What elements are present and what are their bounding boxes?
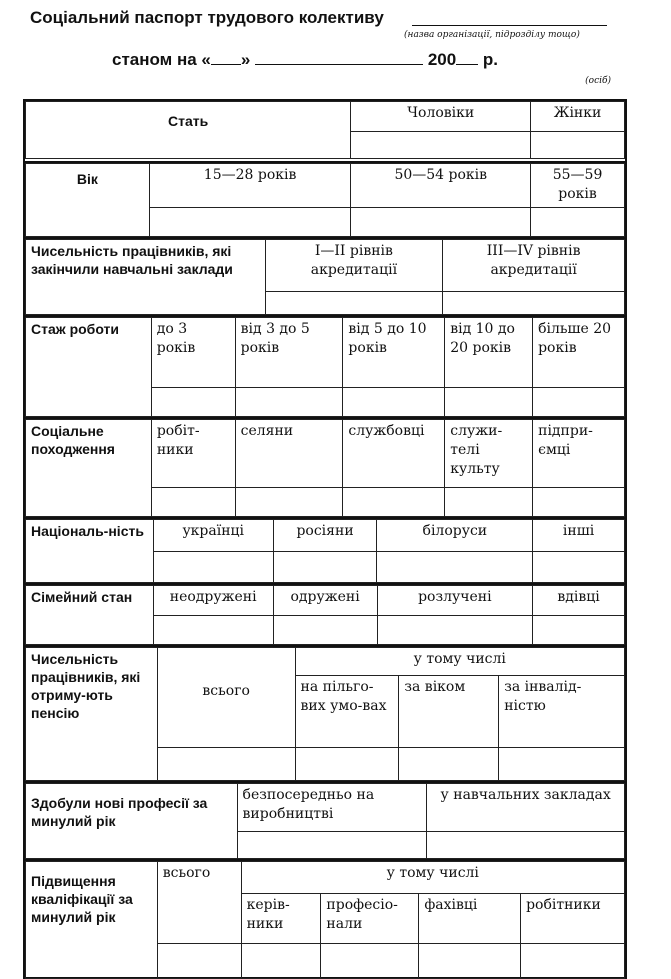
pension-label: Чисельність працівників, які отриму-ють пенсію: [26, 648, 158, 781]
sex-label: Стать: [26, 102, 351, 159]
experience-col-5: більше 20 років: [533, 318, 625, 388]
origin-value-5[interactable]: [533, 488, 625, 517]
pension-value-2[interactable]: [399, 748, 499, 781]
section-family: [25, 583, 625, 645]
section-new-professions: [25, 781, 625, 859]
qualification-col-managers: керів-ники: [241, 894, 321, 944]
family-value-4[interactable]: [533, 616, 625, 645]
section-qualification: [25, 859, 625, 979]
qualification-label: Підвищення кваліфікації за минулий рік: [26, 862, 158, 979]
sex-women-value[interactable]: [531, 132, 625, 159]
age-col-15-28: 15—28 років: [149, 164, 351, 208]
new-prof-value-1[interactable]: [237, 832, 427, 859]
origin-col-peasants: селяни: [235, 420, 343, 488]
age-col-55-59: 55—59 років: [531, 164, 625, 208]
family-col-married: одружені: [273, 586, 377, 616]
origin-col-clergy: служи-телі культу: [445, 420, 533, 488]
education-col-3-4: III—IV рівнів акредитації: [443, 240, 625, 292]
family-value-1[interactable]: [153, 616, 273, 645]
experience-label: Стаж роботи: [26, 318, 152, 417]
origin-col-entrepreneurs: підпри-ємці: [533, 420, 625, 488]
section-nationality: [25, 517, 625, 583]
pension-col-age: за віком: [399, 676, 499, 748]
year-blank[interactable]: [456, 50, 478, 65]
family-label: Сімейний стан: [26, 586, 154, 645]
document-title: Соціальний паспорт трудового колективу: [30, 8, 384, 27]
section-pension: [25, 645, 625, 781]
nationality-col-others: інші: [533, 520, 625, 552]
nationality-value-2[interactable]: [273, 552, 377, 583]
family-value-2[interactable]: [273, 616, 377, 645]
new-prof-col-production: безпосередньо на виробництві: [237, 784, 427, 832]
sex-col-men: Чоловіки: [351, 102, 531, 132]
section-experience: [25, 315, 625, 417]
date-mid: »: [240, 50, 251, 69]
nationality-value-3[interactable]: [377, 552, 533, 583]
pension-including: у тому числі: [295, 648, 624, 676]
qualification-value-3[interactable]: [419, 944, 521, 979]
sex-men-value[interactable]: [351, 132, 531, 159]
organization-name-line[interactable]: [412, 25, 607, 26]
month-blank[interactable]: [255, 50, 423, 65]
origin-value-4[interactable]: [445, 488, 533, 517]
organization-note: (назва організації, підрозділу тощо): [404, 30, 580, 40]
family-value-3[interactable]: [377, 616, 533, 645]
experience-value-3[interactable]: [343, 388, 445, 417]
nationality-value-1[interactable]: [153, 552, 273, 583]
date-prefix: станом на «: [112, 50, 211, 69]
nationality-value-4[interactable]: [533, 552, 625, 583]
new-prof-label: Здобули нові професії за минулий рік: [26, 784, 238, 859]
section-sex: [25, 101, 625, 159]
origin-label: Соціальне походження: [26, 420, 152, 517]
date-row: [112, 50, 498, 70]
origin-col-workers: робіт-ники: [151, 420, 235, 488]
qualification-col-workers: робітники: [521, 894, 625, 944]
qualification-col-specialists: фахівці: [419, 894, 521, 944]
experience-col-2: від 3 до 5 років: [235, 318, 343, 388]
date-year: 200: [427, 50, 457, 69]
origin-col-employees: службовці: [343, 420, 445, 488]
age-label: Вік: [26, 164, 150, 237]
qualification-value-4[interactable]: [521, 944, 625, 979]
age-value-3[interactable]: [531, 208, 625, 237]
qualification-value-total[interactable]: [157, 944, 241, 979]
day-blank[interactable]: [211, 50, 241, 65]
new-prof-col-schools: у навчальних закладах: [427, 784, 625, 832]
date-suffix: р.: [482, 50, 499, 69]
pension-total: всього: [157, 648, 295, 748]
pension-col-preferential: на пільго-вих умо-вах: [295, 676, 399, 748]
education-value-2[interactable]: [443, 292, 625, 315]
persons-note: (осіб): [585, 76, 611, 86]
passport-table: [23, 99, 627, 979]
age-value-2[interactable]: [351, 208, 531, 237]
origin-value-2[interactable]: [235, 488, 343, 517]
family-col-widowed: вдівці: [533, 586, 625, 616]
nationality-label: Національ-ність: [26, 520, 154, 583]
age-col-50-54: 50—54 років: [351, 164, 531, 208]
education-value-1[interactable]: [265, 292, 443, 315]
experience-col-1: до 3 років: [151, 318, 235, 388]
pension-value-total[interactable]: [157, 748, 295, 781]
experience-col-3: від 5 до 10 років: [343, 318, 445, 388]
section-origin: [25, 417, 625, 517]
qualification-col-professionals: професіо-нали: [321, 894, 419, 944]
age-value-1[interactable]: [149, 208, 351, 237]
qualification-value-1[interactable]: [241, 944, 321, 979]
nationality-col-belarusians: білоруси: [377, 520, 533, 552]
pension-col-disability: за інвалід-ністю: [499, 676, 625, 748]
origin-value-3[interactable]: [343, 488, 445, 517]
section-age: [25, 161, 625, 237]
pension-value-3[interactable]: [499, 748, 625, 781]
family-col-single: неодружені: [153, 586, 273, 616]
education-label: Чисельність працівників, які закінчили навчальні заклади: [26, 240, 266, 315]
experience-value-5[interactable]: [533, 388, 625, 417]
qualification-including: у тому числі: [241, 862, 624, 894]
section-education: [25, 237, 625, 315]
experience-value-4[interactable]: [445, 388, 533, 417]
experience-value-2[interactable]: [235, 388, 343, 417]
experience-col-4: від 10 до 20 років: [445, 318, 533, 388]
education-col-1-2: I—II рівнів акредитації: [265, 240, 443, 292]
qualification-value-2[interactable]: [321, 944, 419, 979]
new-prof-value-2[interactable]: [427, 832, 625, 859]
sex-col-women: Жінки: [531, 102, 625, 132]
pension-value-1[interactable]: [295, 748, 399, 781]
origin-value-1[interactable]: [151, 488, 235, 517]
nationality-col-ukrainians: українці: [153, 520, 273, 552]
nationality-col-russians: росіяни: [273, 520, 377, 552]
qualification-total: всього: [157, 862, 241, 944]
experience-value-1[interactable]: [151, 388, 235, 417]
family-col-divorced: розлучені: [377, 586, 533, 616]
